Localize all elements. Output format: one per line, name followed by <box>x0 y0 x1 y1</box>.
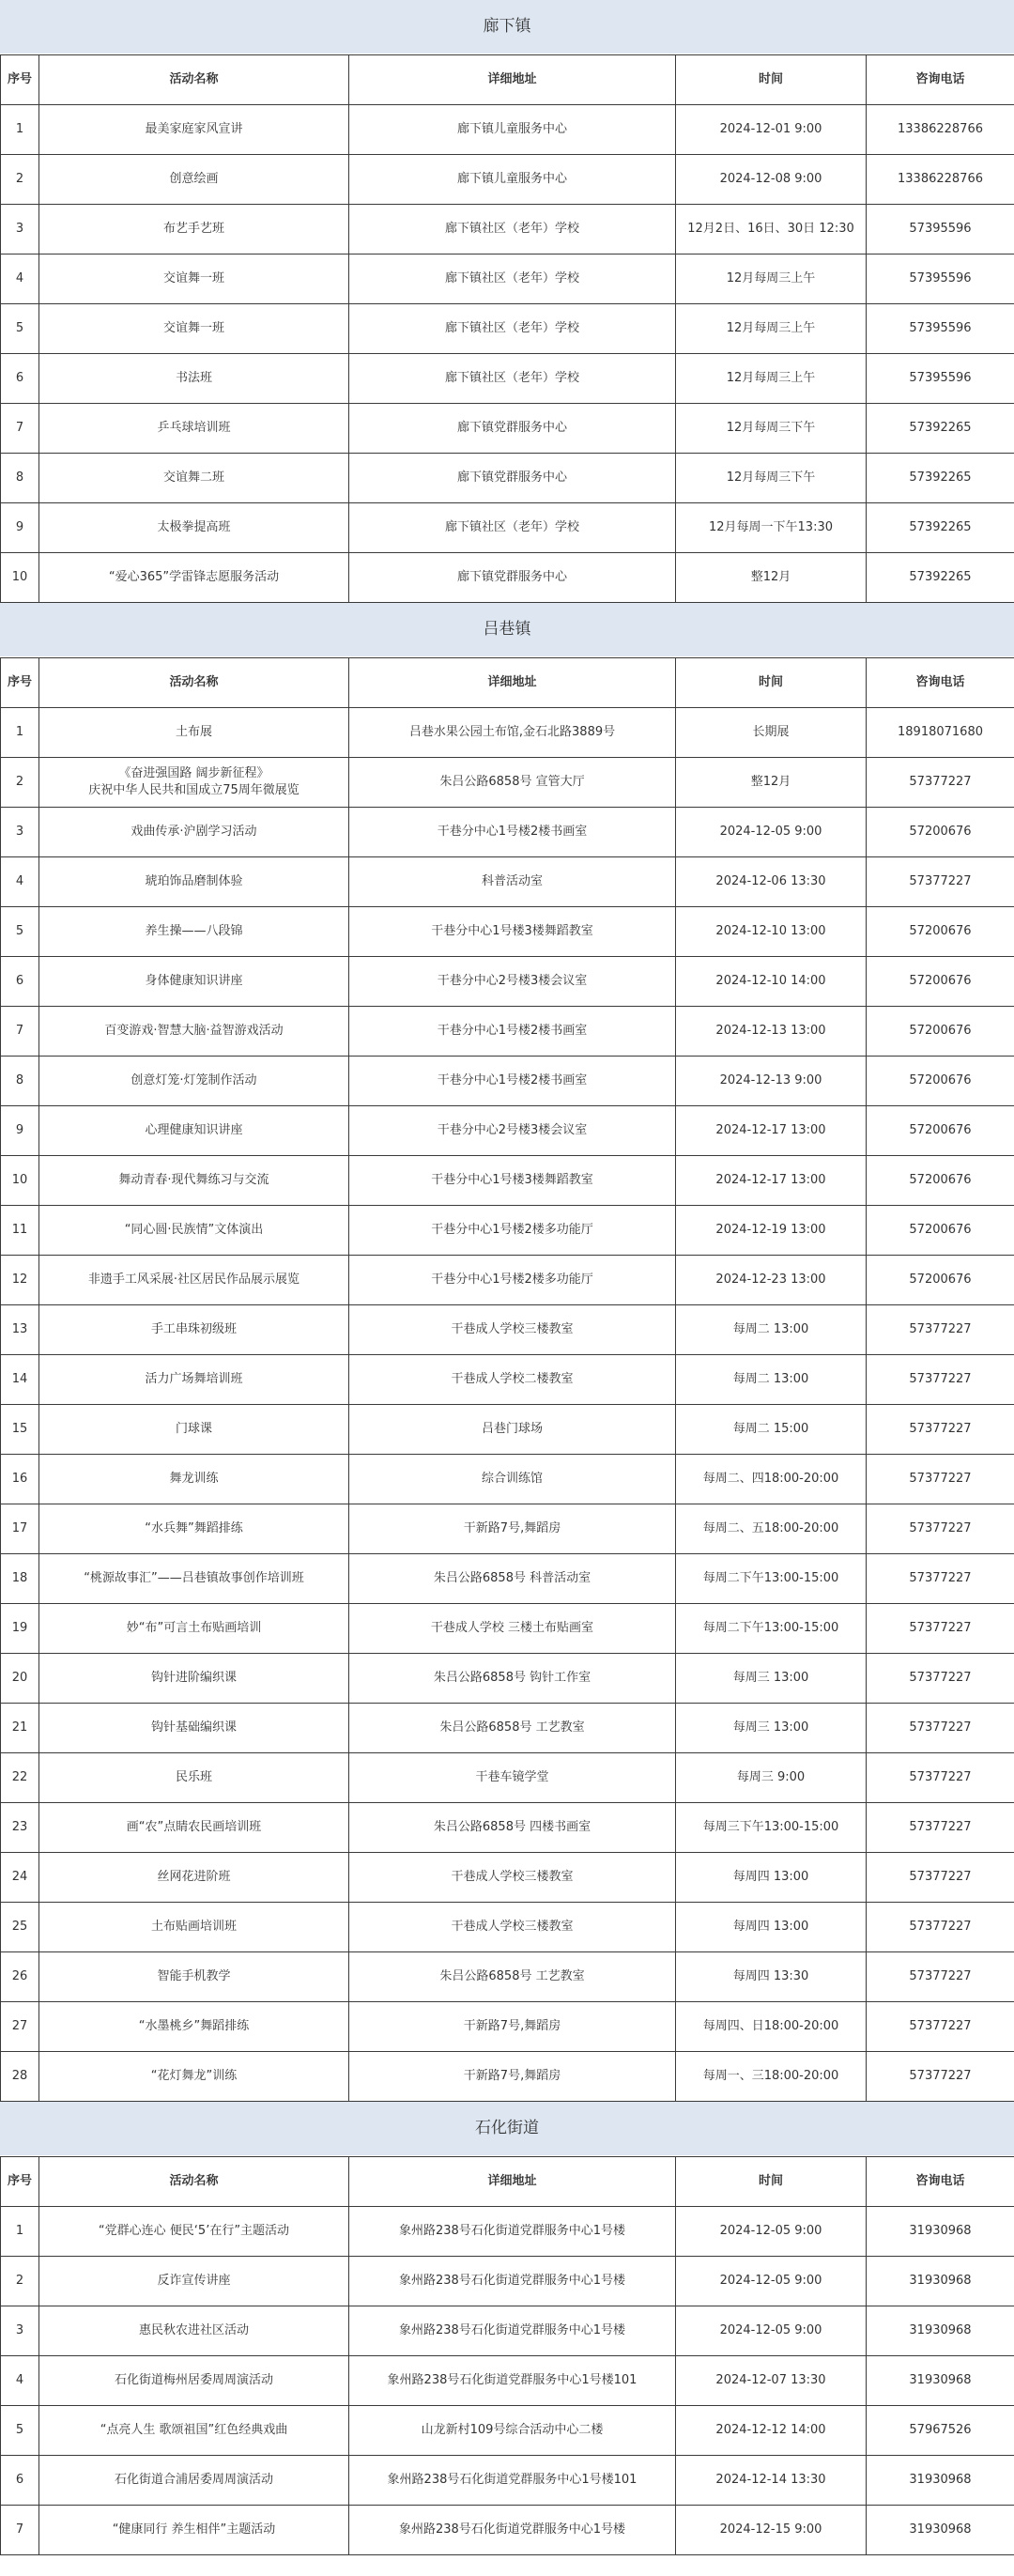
cell-index: 6 <box>1 2456 39 2506</box>
section-title: 石化街道 <box>0 2102 1014 2156</box>
cell-time: 2024-12-15 9:00 <box>676 2506 867 2555</box>
cell-phone: 57395596 <box>867 205 1014 255</box>
table-row <box>1 907 1014 957</box>
header-address: 详细地址 <box>349 658 676 708</box>
cell-time: 每周三 13:00 <box>676 1704 867 1753</box>
cell-phone: 57377227 <box>867 1504 1014 1554</box>
table-row <box>1 1256 1014 1305</box>
cell-index: 7 <box>1 404 39 454</box>
cell-index: 25 <box>1 1903 39 1952</box>
cell-time: 12月每周三下午 <box>676 404 867 454</box>
cell-phone: 18918071680 <box>867 708 1014 758</box>
header-phone: 咨询电话 <box>867 55 1014 105</box>
cell-time: 2024-12-10 14:00 <box>676 957 867 1007</box>
cell-time: 2024-12-10 13:00 <box>676 907 867 957</box>
cell-index: 21 <box>1 1704 39 1753</box>
table-row <box>1 2052 1014 2102</box>
table-row <box>1 2257 1014 2306</box>
cell-activity-name: “党群心连心 便民‘5’在行”主题活动 <box>39 2207 349 2257</box>
header-phone: 咨询电话 <box>867 2157 1014 2207</box>
cell-index: 5 <box>1 304 39 354</box>
cell-time: 2024-12-01 9:00 <box>676 105 867 155</box>
cell-activity-name: 布艺手艺班 <box>39 205 349 255</box>
cell-time: 2024-12-06 13:30 <box>676 857 867 907</box>
cell-address: 朱吕公路6858号 钩针工作室 <box>349 1654 676 1704</box>
cell-index: 24 <box>1 1853 39 1903</box>
cell-address: 象州路238号石化街道党群服务中心1号楼 <box>349 2306 676 2356</box>
table-row <box>1 2306 1014 2356</box>
cell-activity-name: “同心圆·民族情”文体演出 <box>39 1206 349 1256</box>
cell-phone: 13386228766 <box>867 105 1014 155</box>
cell-phone: 31930968 <box>867 2207 1014 2257</box>
cell-phone: 57377227 <box>867 758 1014 808</box>
cell-phone: 57377227 <box>867 1853 1014 1903</box>
cell-address: 干新路7号,舞蹈房 <box>349 2052 676 2102</box>
cell-activity-name: “爱心365”学雷锋志愿服务活动 <box>39 553 349 603</box>
table-row <box>1 2456 1014 2506</box>
table-row <box>1 1405 1014 1455</box>
cell-phone: 57200676 <box>867 1007 1014 1057</box>
table-header-row <box>1 2157 1014 2207</box>
cell-phone: 31930968 <box>867 2306 1014 2356</box>
cell-activity-name: “水墨桃乡”舞蹈排练 <box>39 2002 349 2052</box>
header-activity-name: 活动名称 <box>39 55 349 105</box>
cell-index: 12 <box>1 1256 39 1305</box>
cell-address: 综合训练馆 <box>349 1455 676 1504</box>
cell-index: 10 <box>1 1156 39 1206</box>
cell-address: 干新路7号,舞蹈房 <box>349 1504 676 1554</box>
cell-phone: 57200676 <box>867 907 1014 957</box>
cell-time: 2024-12-17 13:00 <box>676 1106 867 1156</box>
activity-table <box>0 2156 1014 2555</box>
table-row <box>1 1156 1014 1206</box>
table-row <box>1 1554 1014 1604</box>
cell-address: 朱吕公路6858号 四楼书画室 <box>349 1803 676 1853</box>
cell-activity-name: “点亮人生 歌颂祖国”红色经典戏曲 <box>39 2406 349 2456</box>
cell-index: 8 <box>1 454 39 503</box>
cell-time: 长期展 <box>676 708 867 758</box>
table-row <box>1 1305 1014 1355</box>
cell-phone: 57200676 <box>867 1106 1014 1156</box>
cell-activity-name: 民乐班 <box>39 1753 349 1803</box>
cell-activity-name: 门球课 <box>39 1405 349 1455</box>
cell-time: 2024-12-05 9:00 <box>676 2207 867 2257</box>
cell-index: 4 <box>1 255 39 304</box>
table-row <box>1 1604 1014 1654</box>
header-time: 时间 <box>676 658 867 708</box>
cell-time: 每周一、三18:00-20:00 <box>676 2052 867 2102</box>
table-row <box>1 1704 1014 1753</box>
cell-phone: 57377227 <box>867 1554 1014 1604</box>
cell-phone: 57377227 <box>867 1903 1014 1952</box>
cell-activity-name: 舞龙训练 <box>39 1455 349 1504</box>
cell-activity-name: 身体健康知识讲座 <box>39 957 349 1007</box>
table-row <box>1 155 1014 205</box>
cell-index: 26 <box>1 1952 39 2002</box>
cell-phone: 57377227 <box>867 1405 1014 1455</box>
cell-address: 科普活动室 <box>349 857 676 907</box>
cell-time: 每周二、五18:00-20:00 <box>676 1504 867 1554</box>
table-row <box>1 2406 1014 2456</box>
header-time: 时间 <box>676 2157 867 2207</box>
table-row <box>1 1206 1014 1256</box>
cell-index: 14 <box>1 1355 39 1405</box>
table-row <box>1 1007 1014 1057</box>
cell-address: 廊下镇社区（老年）学校 <box>349 205 676 255</box>
cell-index: 9 <box>1 1106 39 1156</box>
cell-time: 2024-12-08 9:00 <box>676 155 867 205</box>
cell-activity-name: 丝网花进阶班 <box>39 1853 349 1903</box>
cell-phone: 57967526 <box>867 2406 1014 2456</box>
table-row <box>1 404 1014 454</box>
cell-phone: 57395596 <box>867 304 1014 354</box>
table-row <box>1 1106 1014 1156</box>
cell-phone: 57377227 <box>867 1654 1014 1704</box>
cell-address: 廊下镇党群服务中心 <box>349 404 676 454</box>
cell-index: 27 <box>1 2002 39 2052</box>
cell-index: 5 <box>1 2406 39 2456</box>
cell-index: 13 <box>1 1305 39 1355</box>
table-row <box>1 2207 1014 2257</box>
cell-address: 象州路238号石化街道党群服务中心1号楼 <box>349 2257 676 2306</box>
cell-time: 12月每周一下午13:30 <box>676 503 867 553</box>
cell-address: 廊下镇社区（老年）学校 <box>349 503 676 553</box>
cell-activity-name: 交谊舞二班 <box>39 454 349 503</box>
cell-time: 整12月 <box>676 758 867 808</box>
cell-index: 10 <box>1 553 39 603</box>
section <box>0 603 1014 2102</box>
cell-time: 2024-12-05 9:00 <box>676 2306 867 2356</box>
header-activity-name: 活动名称 <box>39 2157 349 2207</box>
cell-phone: 57200676 <box>867 808 1014 857</box>
table-header-row <box>1 658 1014 708</box>
cell-activity-name: 妙“布”可言土布贴画培训 <box>39 1604 349 1654</box>
cell-time: 每周二、四18:00-20:00 <box>676 1455 867 1504</box>
cell-phone: 31930968 <box>867 2506 1014 2555</box>
table-row <box>1 354 1014 404</box>
cell-index: 28 <box>1 2052 39 2102</box>
cell-index: 23 <box>1 1803 39 1853</box>
cell-activity-name: 创意灯笼·灯笼制作活动 <box>39 1057 349 1106</box>
cell-phone: 57200676 <box>867 1057 1014 1106</box>
cell-address: 干巷分中心1号楼2楼多功能厅 <box>349 1256 676 1305</box>
cell-phone: 57377227 <box>867 1704 1014 1753</box>
cell-time: 2024-12-13 13:00 <box>676 1007 867 1057</box>
cell-activity-name: “桃源故事汇”——吕巷镇故事创作培训班 <box>39 1554 349 1604</box>
cell-index: 16 <box>1 1455 39 1504</box>
cell-index: 2 <box>1 758 39 808</box>
cell-phone: 31930968 <box>867 2257 1014 2306</box>
cell-activity-name: 创意绘画 <box>39 155 349 205</box>
cell-time: 每周二 13:00 <box>676 1305 867 1355</box>
cell-activity-name: 戏曲传承·沪剧学习活动 <box>39 808 349 857</box>
cell-address: 吕巷门球场 <box>349 1405 676 1455</box>
cell-activity-name: 手工串珠初级班 <box>39 1305 349 1355</box>
table-row <box>1 1455 1014 1504</box>
cell-phone: 57377227 <box>867 1455 1014 1504</box>
table-row <box>1 205 1014 255</box>
cell-phone: 57377227 <box>867 1753 1014 1803</box>
table-row <box>1 758 1014 808</box>
header-address: 详细地址 <box>349 55 676 105</box>
header-index: 序号 <box>1 658 39 708</box>
header-time: 时间 <box>676 55 867 105</box>
cell-time: 每周四 13:00 <box>676 1903 867 1952</box>
cell-activity-name: 乒乓球培训班 <box>39 404 349 454</box>
cell-phone: 31930968 <box>867 2456 1014 2506</box>
table-header-row <box>1 55 1014 105</box>
table-row <box>1 105 1014 155</box>
cell-index: 5 <box>1 907 39 957</box>
cell-index: 18 <box>1 1554 39 1604</box>
cell-index: 20 <box>1 1654 39 1704</box>
cell-phone: 57200676 <box>867 1156 1014 1206</box>
table-row <box>1 1057 1014 1106</box>
cell-address: 朱吕公路6858号 工艺教室 <box>349 1952 676 2002</box>
table-row <box>1 808 1014 857</box>
cell-activity-name: 石化街道合浦居委周周演活动 <box>39 2456 349 2506</box>
cell-time: 整12月 <box>676 553 867 603</box>
cell-index: 6 <box>1 957 39 1007</box>
cell-activity-name: 琥珀饰品磨制体验 <box>39 857 349 907</box>
cell-address: 廊下镇儿童服务中心 <box>349 105 676 155</box>
cell-address: 干巷成人学校二楼教室 <box>349 1355 676 1405</box>
table-row <box>1 454 1014 503</box>
cell-address: 象州路238号石化街道党群服务中心1号楼 <box>349 2506 676 2555</box>
table-row <box>1 1903 1014 1952</box>
cell-address: 廊下镇儿童服务中心 <box>349 155 676 205</box>
cell-address: 象州路238号石化街道党群服务中心1号楼101 <box>349 2356 676 2406</box>
cell-time: 每周二下午13:00-15:00 <box>676 1554 867 1604</box>
cell-time: 2024-12-19 13:00 <box>676 1206 867 1256</box>
cell-time: 12月每周三下午 <box>676 454 867 503</box>
cell-index: 7 <box>1 2506 39 2555</box>
cell-time: 每周四 13:00 <box>676 1853 867 1903</box>
cell-index: 2 <box>1 2257 39 2306</box>
table-row <box>1 1654 1014 1704</box>
cell-activity-name: “健康同行 养生相伴”主题活动 <box>39 2506 349 2555</box>
cell-phone: 57377227 <box>867 857 1014 907</box>
cell-activity-name: 画“农”点睛农民画培训班 <box>39 1803 349 1853</box>
cell-time: 12月每周三上午 <box>676 304 867 354</box>
table-row <box>1 553 1014 603</box>
cell-address: 干巷分中心1号楼2楼书画室 <box>349 1057 676 1106</box>
cell-index: 17 <box>1 1504 39 1554</box>
cell-phone: 13386228766 <box>867 155 1014 205</box>
cell-activity-name: 最美家庭家风宣讲 <box>39 105 349 155</box>
cell-time: 2024-12-23 13:00 <box>676 1256 867 1305</box>
cell-activity-name: 惠民秋农进社区活动 <box>39 2306 349 2356</box>
cell-index: 2 <box>1 155 39 205</box>
header-activity-name: 活动名称 <box>39 658 349 708</box>
cell-phone: 57377227 <box>867 2052 1014 2102</box>
cell-address: 干巷分中心1号楼3楼舞蹈教室 <box>349 907 676 957</box>
cell-time: 2024-12-12 14:00 <box>676 2406 867 2456</box>
cell-address: 廊下镇社区（老年）学校 <box>349 354 676 404</box>
cell-phone: 57377227 <box>867 1803 1014 1853</box>
cell-index: 1 <box>1 105 39 155</box>
cell-address: 象州路238号石化街道党群服务中心1号楼 <box>349 2207 676 2257</box>
table-row <box>1 1952 1014 2002</box>
cell-index: 19 <box>1 1604 39 1654</box>
header-index: 序号 <box>1 2157 39 2207</box>
header-phone: 咨询电话 <box>867 658 1014 708</box>
cell-index: 3 <box>1 808 39 857</box>
cell-time: 每周三下午13:00-15:00 <box>676 1803 867 1853</box>
cell-activity-name: 土布贴画培训班 <box>39 1903 349 1952</box>
cell-activity-name: 交谊舞一班 <box>39 255 349 304</box>
cell-time: 每周四、日18:00-20:00 <box>676 2002 867 2052</box>
cell-index: 3 <box>1 205 39 255</box>
cell-activity-name: 非遗手工风采展·社区居民作品展示展览 <box>39 1256 349 1305</box>
cell-index: 9 <box>1 503 39 553</box>
cell-address: 山龙新村109号综合活动中心二楼 <box>349 2406 676 2456</box>
cell-phone: 57395596 <box>867 255 1014 304</box>
table-row <box>1 857 1014 907</box>
cell-address: 廊下镇党群服务中心 <box>349 454 676 503</box>
cell-activity-name: 百变游戏·智慧大脑·益智游戏活动 <box>39 1007 349 1057</box>
cell-phone: 57377227 <box>867 1604 1014 1654</box>
cell-time: 每周二下午13:00-15:00 <box>676 1604 867 1654</box>
table-row <box>1 1853 1014 1903</box>
cell-index: 7 <box>1 1007 39 1057</box>
cell-time: 2024-12-17 13:00 <box>676 1156 867 1206</box>
cell-address: 干巷成人学校三楼教室 <box>349 1305 676 1355</box>
cell-phone: 57200676 <box>867 957 1014 1007</box>
cell-address: 干新路7号,舞蹈房 <box>349 2002 676 2052</box>
cell-time: 每周四 13:30 <box>676 1952 867 2002</box>
cell-address: 干巷分中心1号楼2楼多功能厅 <box>349 1206 676 1256</box>
cell-address: 干巷车镜学堂 <box>349 1753 676 1803</box>
header-address: 详细地址 <box>349 2157 676 2207</box>
cell-address: 干巷分中心2号楼3楼会议室 <box>349 957 676 1007</box>
cell-time: 12月每周三上午 <box>676 255 867 304</box>
section <box>0 0 1014 603</box>
cell-index: 1 <box>1 708 39 758</box>
cell-phone: 57392265 <box>867 553 1014 603</box>
cell-address: 干巷分中心1号楼3楼舞蹈教室 <box>349 1156 676 1206</box>
cell-activity-name: 心理健康知识讲座 <box>39 1106 349 1156</box>
table-row <box>1 2356 1014 2406</box>
cell-index: 8 <box>1 1057 39 1106</box>
cell-phone: 57377227 <box>867 1305 1014 1355</box>
cell-time: 2024-12-13 9:00 <box>676 1057 867 1106</box>
cell-phone: 57377227 <box>867 1355 1014 1405</box>
table-row <box>1 503 1014 553</box>
cell-address: 象州路238号石化街道党群服务中心1号楼101 <box>349 2456 676 2506</box>
cell-index: 6 <box>1 354 39 404</box>
cell-address: 干巷分中心2号楼3楼会议室 <box>349 1106 676 1156</box>
cell-address: 干巷成人学校三楼教室 <box>349 1903 676 1952</box>
cell-phone: 57377227 <box>867 1952 1014 2002</box>
activity-table <box>0 54 1014 603</box>
cell-activity-name: 钩针基础编织课 <box>39 1704 349 1753</box>
section-title: 吕巷镇 <box>0 603 1014 657</box>
cell-address: 廊下镇社区（老年）学校 <box>349 255 676 304</box>
cell-activity-name: 太极拳提高班 <box>39 503 349 553</box>
table-row <box>1 1803 1014 1853</box>
cell-activity-name: 石化街道梅州居委周周演活动 <box>39 2356 349 2406</box>
cell-index: 4 <box>1 2356 39 2406</box>
cell-address: 吕巷水果公园土布馆,金石北路3889号 <box>349 708 676 758</box>
cell-activity-name: 活力广场舞培训班 <box>39 1355 349 1405</box>
cell-address: 朱吕公路6858号 科普活动室 <box>349 1554 676 1604</box>
cell-index: 4 <box>1 857 39 907</box>
cell-time: 2024-12-05 9:00 <box>676 2257 867 2306</box>
cell-index: 22 <box>1 1753 39 1803</box>
cell-activity-name: “花灯舞龙”训练 <box>39 2052 349 2102</box>
cell-time: 12月每周三上午 <box>676 354 867 404</box>
header-index: 序号 <box>1 55 39 105</box>
cell-address: 干巷分中心1号楼2楼书画室 <box>349 1007 676 1057</box>
table-row <box>1 2506 1014 2555</box>
cell-phone: 57200676 <box>867 1256 1014 1305</box>
cell-activity-name: 钩针进阶编织课 <box>39 1654 349 1704</box>
cell-phone: 57200676 <box>867 1206 1014 1256</box>
cell-address: 干巷分中心1号楼2楼书画室 <box>349 808 676 857</box>
table-row <box>1 957 1014 1007</box>
cell-activity-name: 反诈宣传讲座 <box>39 2257 349 2306</box>
cell-index: 15 <box>1 1405 39 1455</box>
cell-activity-name: 智能手机教学 <box>39 1952 349 2002</box>
cell-activity-name: “水兵舞”舞蹈排练 <box>39 1504 349 1554</box>
cell-time: 2024-12-05 9:00 <box>676 808 867 857</box>
table-row <box>1 1753 1014 1803</box>
cell-phone: 57392265 <box>867 454 1014 503</box>
cell-activity-name: 书法班 <box>39 354 349 404</box>
table-row <box>1 1355 1014 1405</box>
cell-activity-name: 舞动青春·现代舞练习与交流 <box>39 1156 349 1206</box>
table-row <box>1 1504 1014 1554</box>
cell-address: 廊下镇党群服务中心 <box>349 553 676 603</box>
cell-time: 每周二 15:00 <box>676 1405 867 1455</box>
cell-address: 干巷成人学校 三楼土布贴画室 <box>349 1604 676 1654</box>
table-row <box>1 708 1014 758</box>
cell-index: 1 <box>1 2207 39 2257</box>
table-row <box>1 304 1014 354</box>
cell-time: 12月2日、16日、30日 12:30 <box>676 205 867 255</box>
cell-activity-name: 土布展 <box>39 708 349 758</box>
table-row <box>1 255 1014 304</box>
cell-address: 朱吕公路6858号 工艺教室 <box>349 1704 676 1753</box>
cell-phone: 57392265 <box>867 404 1014 454</box>
cell-phone: 57377227 <box>867 2002 1014 2052</box>
cell-index: 3 <box>1 2306 39 2356</box>
cell-phone: 57395596 <box>867 354 1014 404</box>
cell-index: 11 <box>1 1206 39 1256</box>
cell-time: 每周三 13:00 <box>676 1654 867 1704</box>
activity-table <box>0 657 1014 2102</box>
cell-phone: 57392265 <box>867 503 1014 553</box>
cell-address: 廊下镇社区（老年）学校 <box>349 304 676 354</box>
table-row <box>1 2002 1014 2052</box>
section <box>0 2102 1014 2555</box>
cell-activity-name: 《奋进强国路 阔步新征程》 庆祝中华人民共和国成立75周年微展览 <box>39 758 349 808</box>
cell-activity-name: 交谊舞一班 <box>39 304 349 354</box>
cell-activity-name: 养生操——八段锦 <box>39 907 349 957</box>
cell-time: 2024-12-07 13:30 <box>676 2356 867 2406</box>
cell-time: 每周三 9:00 <box>676 1753 867 1803</box>
cell-address: 朱吕公路6858号 宣管大厅 <box>349 758 676 808</box>
cell-time: 每周二 13:00 <box>676 1355 867 1405</box>
cell-time: 2024-12-14 13:30 <box>676 2456 867 2506</box>
section-title: 廊下镇 <box>0 0 1014 54</box>
cell-address: 干巷成人学校三楼教室 <box>349 1853 676 1903</box>
cell-phone: 31930968 <box>867 2356 1014 2406</box>
